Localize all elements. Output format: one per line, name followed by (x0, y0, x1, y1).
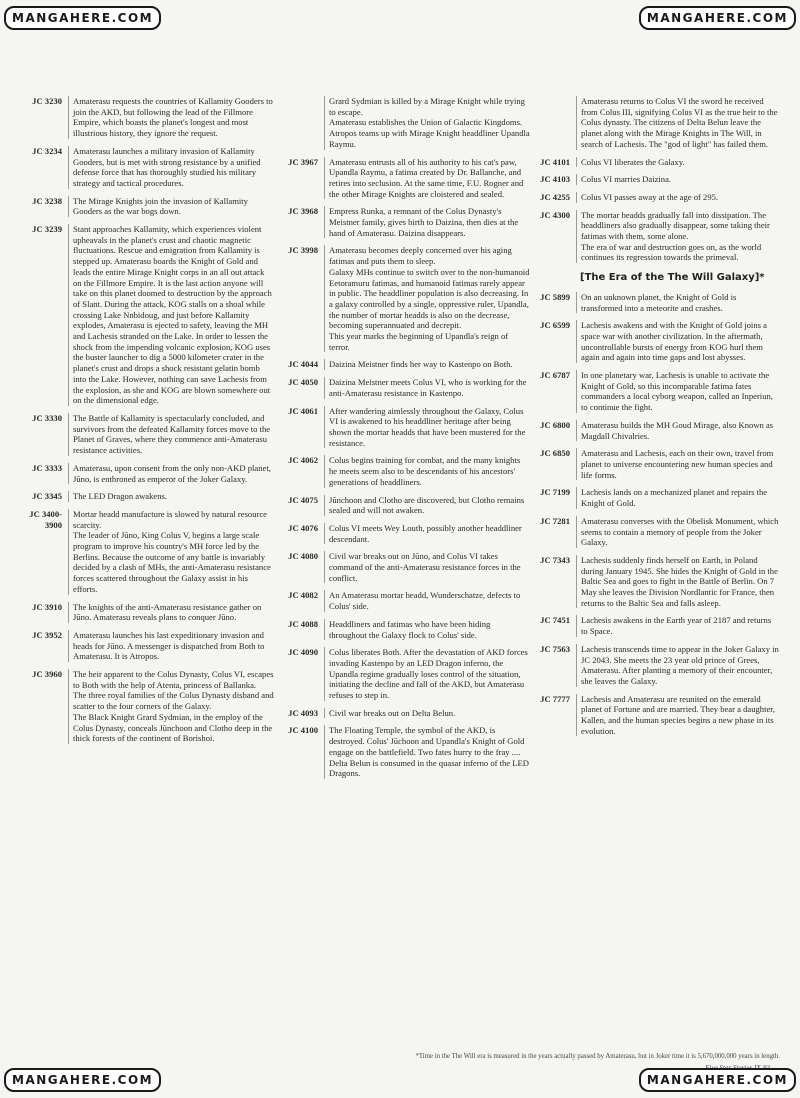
entry-year: JC 3952 (32, 629, 62, 640)
timeline-entry (22, 509, 274, 595)
entry-year: JC 3345 (32, 491, 62, 502)
entry-text: Amaterasu launches his last expeditionary invasion and heads for Jūno. A messenger is dispatched from Both to Amaterasu. It is Atropos. (68, 630, 274, 662)
entry-text: An Amaterasu mortar headd, Wunderschatze, defects to Colus' side. (324, 590, 530, 611)
entry-text: Empress Runka, a remnant of the Colus Dynasty's Meistner family, gives birth to Daizina, then dies at the hand of Amaterasu. Daizina disappears. (324, 206, 530, 238)
entry-year: JC 7281 (540, 515, 570, 526)
entry-text: Colus VI passes away at the age of 295. (576, 192, 780, 203)
timeline-entry (278, 619, 530, 640)
footnote: *Time in the The Will era is measured in the years actually passed by Amaterasu, but in Joker time it is 5,670,000,000 years in length. (415, 1053, 780, 1060)
timeline-entry (278, 206, 530, 238)
entry-text: Lachesis suddenly finds herself on Earth, in Poland during January 1945. She hides the Knight of Gold in the Baltic Sea and goes to fight in the Battle of Berlin. On 7 May she leaves the Division Nordlantic for France, then returns to the Baltic Sea and falls asleep. (576, 555, 780, 609)
timeline-entry (278, 377, 530, 398)
entry-text: Amaterasu becomes deeply concerned over his aging fatimas and puts them to sleep. Galaxy MHs continue to switch over to the non-humanoid Eetoramuru fatimas, and humanoid fatimas rarely appear in public. The headdliner population is also decreasing. In a galaxy controlled by a single, oppressive ruler, Upandla, the number of mortar headds is also on the decrease, becoming superannuated and decrepit. This year marks the beginning of Upandla's reign of terror. (324, 245, 530, 352)
entry-year: JC 4061 (288, 405, 318, 416)
entry-year: JC 4062 (288, 455, 318, 466)
entry-text: The Floating Temple, the symbol of the AKD, is destroyed. Colus' Jūchoon and Upandla's Knight of Gold engage on the battlefield. Two fates hurry to the fray .... Delta Belun is consumed in the quasar inferno of the LED Dragons. (324, 725, 530, 779)
timeline-entry (278, 406, 530, 449)
entry-text: Lachesis awakens and with the Knight of Gold joins a space war with another civilization. In the aftermath, uncontrollable bursts of energy from KOG hurl them again and again into time gaps and lost abysses. (576, 320, 780, 363)
timeline-entry (278, 647, 530, 701)
timeline-entry (22, 96, 274, 139)
entry-year: JC 6599 (540, 320, 570, 331)
timeline-column-1 (22, 96, 274, 751)
timeline-entry (22, 413, 274, 456)
entry-text: Colus VI marries Daizina. (576, 174, 780, 185)
timeline-entry (530, 320, 780, 363)
entry-year: JC 4300 (540, 209, 570, 220)
entry-year: JC 7343 (540, 554, 570, 565)
entry-year: JC 4100 (288, 725, 318, 736)
entry-text: The knights of the anti-Amaterasu resistance gather on Jūno. Amaterasu reveals plans to conquer Jūno. (68, 602, 274, 623)
timeline-column-3-part-b (530, 292, 780, 737)
entry-year: JC 4255 (540, 191, 570, 202)
watermark-top-right: MANGAHERE.COM (639, 6, 796, 30)
entry-year: JC 3230 (32, 96, 62, 106)
entry-year: JC 6850 (540, 448, 570, 459)
entry-text: On an unknown planet, the Knight of Gold is transformed into a meteorite and crashes. (576, 292, 780, 313)
timeline-column-3-part-a (530, 96, 780, 263)
entry-year: JC 4088 (288, 618, 318, 629)
timeline-entry (22, 196, 274, 217)
entry-year: JC 4044 (288, 359, 318, 370)
timeline-entry (530, 420, 780, 441)
entry-year: JC 3400-3900 (29, 508, 62, 530)
entry-year: JC 4076 (288, 522, 318, 533)
entry-year: JC 6800 (540, 419, 570, 430)
entry-year: JC 5899 (540, 291, 570, 302)
timeline-column-2 (278, 96, 530, 786)
timeline-entry (530, 157, 780, 168)
entry-text: The LED Dragon awakens. (68, 491, 274, 502)
timeline-entry (530, 192, 780, 203)
timeline-entry (530, 96, 780, 150)
entry-text: The heir apparent to the Colus Dynasty, Colus VI, escapes to Both with the help of Atenta, princess of Ballanka. The three royal families of the Colus Dynasty disband and scatter to the four corners of the Galaxy. The Black Knight Grard Sydmian, in the employ of the Colus Dynasty, conceals Jūnchoon and Clotho deep in the thick forests of the continent of Borishoi. (68, 669, 274, 744)
watermark-bottom-left: MANGAHERE.COM (4, 1068, 161, 1092)
entry-text: Colus liberates Both. After the devastation of AKD forces invading Kastenpo by an LED Dragon inferno, the Upandla regime gradually loses control of the situation, initiating the decline and fall of the AKD, but Amaterasu refuses to step in. (324, 647, 530, 701)
entry-year: JC 7451 (540, 615, 570, 626)
entry-text: Amaterasu entrusts all of his authority to his cat's paw, Upandla Raymu, a fatima created by Dr. Ballanche, and retires into seclusion. At the same time, F.U. Rogner and the other Mirage Knights are cloistered and sealed. (324, 157, 530, 200)
timeline-entry (278, 551, 530, 583)
timeline-entry (530, 292, 780, 313)
entry-year: JC 3998 (288, 245, 318, 256)
entry-text: The Battle of Kallamity is spectacularly concluded, and survivors from the defeated Kallamity forces move to the Planet of Graves, where they commence anti-Amaterasu resistance activities. (68, 413, 274, 456)
timeline-entry (278, 245, 530, 352)
timeline-entry (530, 694, 780, 737)
entry-text: Colus VI liberates the Galaxy. (576, 157, 780, 168)
section-title: [The Era of the The Will Galaxy]* (580, 272, 765, 284)
timeline-entry (530, 174, 780, 185)
entry-text: The mortar headds gradually fall into dissipation. The headdliners also gradually disappear, some taking their fatimas with them, some alone. The era of war and destruction goes on, as the world continues its regression towards the primeval. (576, 210, 780, 264)
entry-year: JC 3239 (32, 224, 62, 235)
entry-text: Lachesis transcends time to appear in the Joker Galaxy in JC 2043. She meets the 23 year old prince of Grees, Amaterasu. After planting a memory of their encounter, she leaves the Galaxy. (576, 644, 780, 687)
entry-year: JC 3967 (288, 156, 318, 167)
entry-year: JC 6787 (540, 370, 570, 381)
timeline-entry (22, 463, 274, 484)
entry-text: Lachesis and Amaterasu are reunited on the emerald planet of Fortune and are married. They bear a daughter, Kallen, and the human species begins a new phase in its evolution. (576, 694, 780, 737)
entry-year: JC 3234 (32, 145, 62, 156)
entry-text: Amaterasu requests the countries of Kallamity Gooders to join the AKD, but following the lead of the Fillmore Empire, which boasts the planet's longest and most illustrious history, they ignore the request. (68, 96, 274, 139)
entry-text: Mortar headd manufacture is slowed by natural resource scarcity. The leader of Jūno, King Colus V, begins a large scale program to improve his country's MH force led by the Berlins. Because the outcome of any battle is invariably decided by a clash of MHs, the anti-Amaterasu resistance forces scattered throughout the Galaxy assist in his efforts. (68, 509, 274, 595)
entry-text: In one planetary war, Lachesis is unable to activate the Knight of Gold, so this incomparable fatima fates commanders a local cyborg weapon, called an Inperiun, to continue the fight. (576, 370, 780, 413)
timeline-entry (278, 725, 530, 779)
watermark-bottom-right: MANGAHERE.COM (639, 1068, 796, 1092)
timeline-entry (278, 523, 530, 544)
watermark-top-left: MANGAHERE.COM (4, 6, 161, 30)
timeline-entry (278, 708, 530, 719)
timeline-column-3 (530, 96, 780, 743)
entry-year: JC 4103 (540, 174, 570, 185)
entry-year: JC 4075 (288, 494, 318, 505)
timeline-entry (530, 487, 780, 508)
entry-text: Amaterasu and Lachesis, each on their own, travel from planet to universe encountering new human species and life forms. (576, 448, 780, 480)
entry-text: Jūnchoon and Clotho are discovered, but Clotho remains sealed and will not awaken. (324, 495, 530, 516)
entry-text: Lachesis awakens in the Earth year of 2187 and returns to Space. (576, 615, 780, 636)
timeline-entry (278, 359, 530, 370)
entry-text: Colus VI meets Wey Louth, possibly another headdliner descendant. (324, 523, 530, 544)
entry-year: JC 3968 (288, 206, 318, 217)
entry-text: Daizina Meistner meets Colus VI, who is working for the anti-Amaterasu resistance in Kastenpo. (324, 377, 530, 398)
entry-text: Civil war breaks out on Delta Belun. (324, 708, 530, 719)
entry-year: JC 3333 (32, 462, 62, 473)
timeline-entry (530, 615, 780, 636)
timeline-entry (530, 210, 780, 264)
entry-text: Amaterasu returns to Colus VI the sword he received from Colus III, signifying Colus VI as the true heir to the Colus dynasty. The citizens of Delta Belun leave the planet along with the Mirage Knights in The Will, in search of Lachesis. The "god of light" has failed them. (576, 96, 780, 150)
entry-text: Amaterasu builds the MH Goud Mirage, also Known as Magdall Chivalries. (576, 420, 780, 441)
timeline-entry (530, 448, 780, 480)
timeline-entry (278, 96, 530, 150)
entry-year: JC 4082 (288, 590, 318, 601)
entry-text: Amaterasu converses with the Obelisk Monument, which seems to contain a memory of people from the Joker Galaxy. (576, 516, 780, 548)
entry-text: Colus begins training for combat, and the many knights he meets seem also to be descendants of his ancestors' generations of headdliners. (324, 455, 530, 487)
entry-text: Lachesis lands on a mechanized planet and repairs the Knight of Gold. (576, 487, 780, 508)
entry-text: Civil war breaks out on Jūno, and Colus VI takes command of the anti-Amaterasu resistance forces in the conflict. (324, 551, 530, 583)
entry-text: Daizina Meistner finds her way to Kastenpo on Both. (324, 359, 530, 370)
entry-year: JC 3330 (32, 412, 62, 423)
timeline-entry (22, 491, 274, 502)
entry-year: JC 3238 (32, 195, 62, 206)
entry-year: JC 7777 (540, 693, 570, 704)
entry-year: JC 3910 (32, 601, 62, 612)
entry-year: JC 3960 (32, 669, 62, 680)
timeline-entry (22, 146, 274, 189)
timeline-entry (278, 157, 530, 200)
entry-text: Headdliners and fatimas who have been hiding throughout the Galaxy flock to Colus' side. (324, 619, 530, 640)
entry-text: Stant approaches Kallamity, which experiences violent upheavals in the planet's crust and chaotic magnetic fluctuations. Rescue and emigration from Kallamity is stepped up. Amaterasu boards the Knight of Gold and leads the entire Mirage Knight corps in an all out attack on the Fillmore Empire. It is the last action anyone will take on this planet doomed to destruction by the approach of Slant. During the attack, KOG stalls on a shoal while crossing Lake Nnbidoug, and just before Kallamity explodes, Amaterasu is ejected to safety, leaving the MH and Lachesis stranded on the Lake. In order to lessen the shock from the impending volcanic explosion, KOG uses the buster launcher to dig a 5000 kilometer crater in the planet's crust and drops a shock resistant gelatin bomb into the Lake. However, nothing can save Lachesis from the explosion, as she and KOG are blown somewhere out on the dimensional edge. (68, 224, 274, 406)
entry-text: The Mirage Knights join the invasion of Kallamity Gooders as the war bogs down. (68, 196, 274, 217)
timeline-entry (22, 602, 274, 623)
entry-year: JC 7199 (540, 487, 570, 498)
entry-year: JC 4093 (288, 707, 318, 718)
timeline-entry (530, 516, 780, 548)
timeline-entry (530, 555, 780, 609)
entry-year: JC 4050 (288, 377, 318, 388)
entry-year: JC 4080 (288, 551, 318, 562)
timeline-entry (278, 495, 530, 516)
timeline-entry (530, 370, 780, 413)
entry-text: Amaterasu launches a military invasion of Kallamity Gooders, but is met with strong resistance by a unified defense force that has thoroughly studied his military strategy and tactical procedures. (68, 146, 274, 189)
entry-year: JC 7563 (540, 643, 570, 654)
timeline-entry (22, 669, 274, 744)
timeline-entry (22, 224, 274, 406)
timeline-entry (278, 455, 530, 487)
entry-text: Grard Sydmian is killed by a Mirage Knight while trying to escape. Amaterasu establishes the Union of Galactic Kingdoms. Atropos teams up with Mirage Knight headdliner Upandla Raymu. (324, 96, 530, 150)
timeline-entry (278, 590, 530, 611)
entry-year: JC 4090 (288, 647, 318, 658)
entry-year: JC 4101 (540, 156, 570, 167)
timeline-entry (530, 644, 780, 687)
timeline-entry (22, 630, 274, 662)
entry-text: Amaterasu, upon consent from the only non-AKD planet, Jūno, is enthroned as emperor of the Joker Galaxy. (68, 463, 274, 484)
entry-text: After wandering aimlessly throughout the Galaxy, Colus VI is awakened to his headdliner heritage after being shown the mortar headds that have been mustered for the resistance. (324, 406, 530, 449)
